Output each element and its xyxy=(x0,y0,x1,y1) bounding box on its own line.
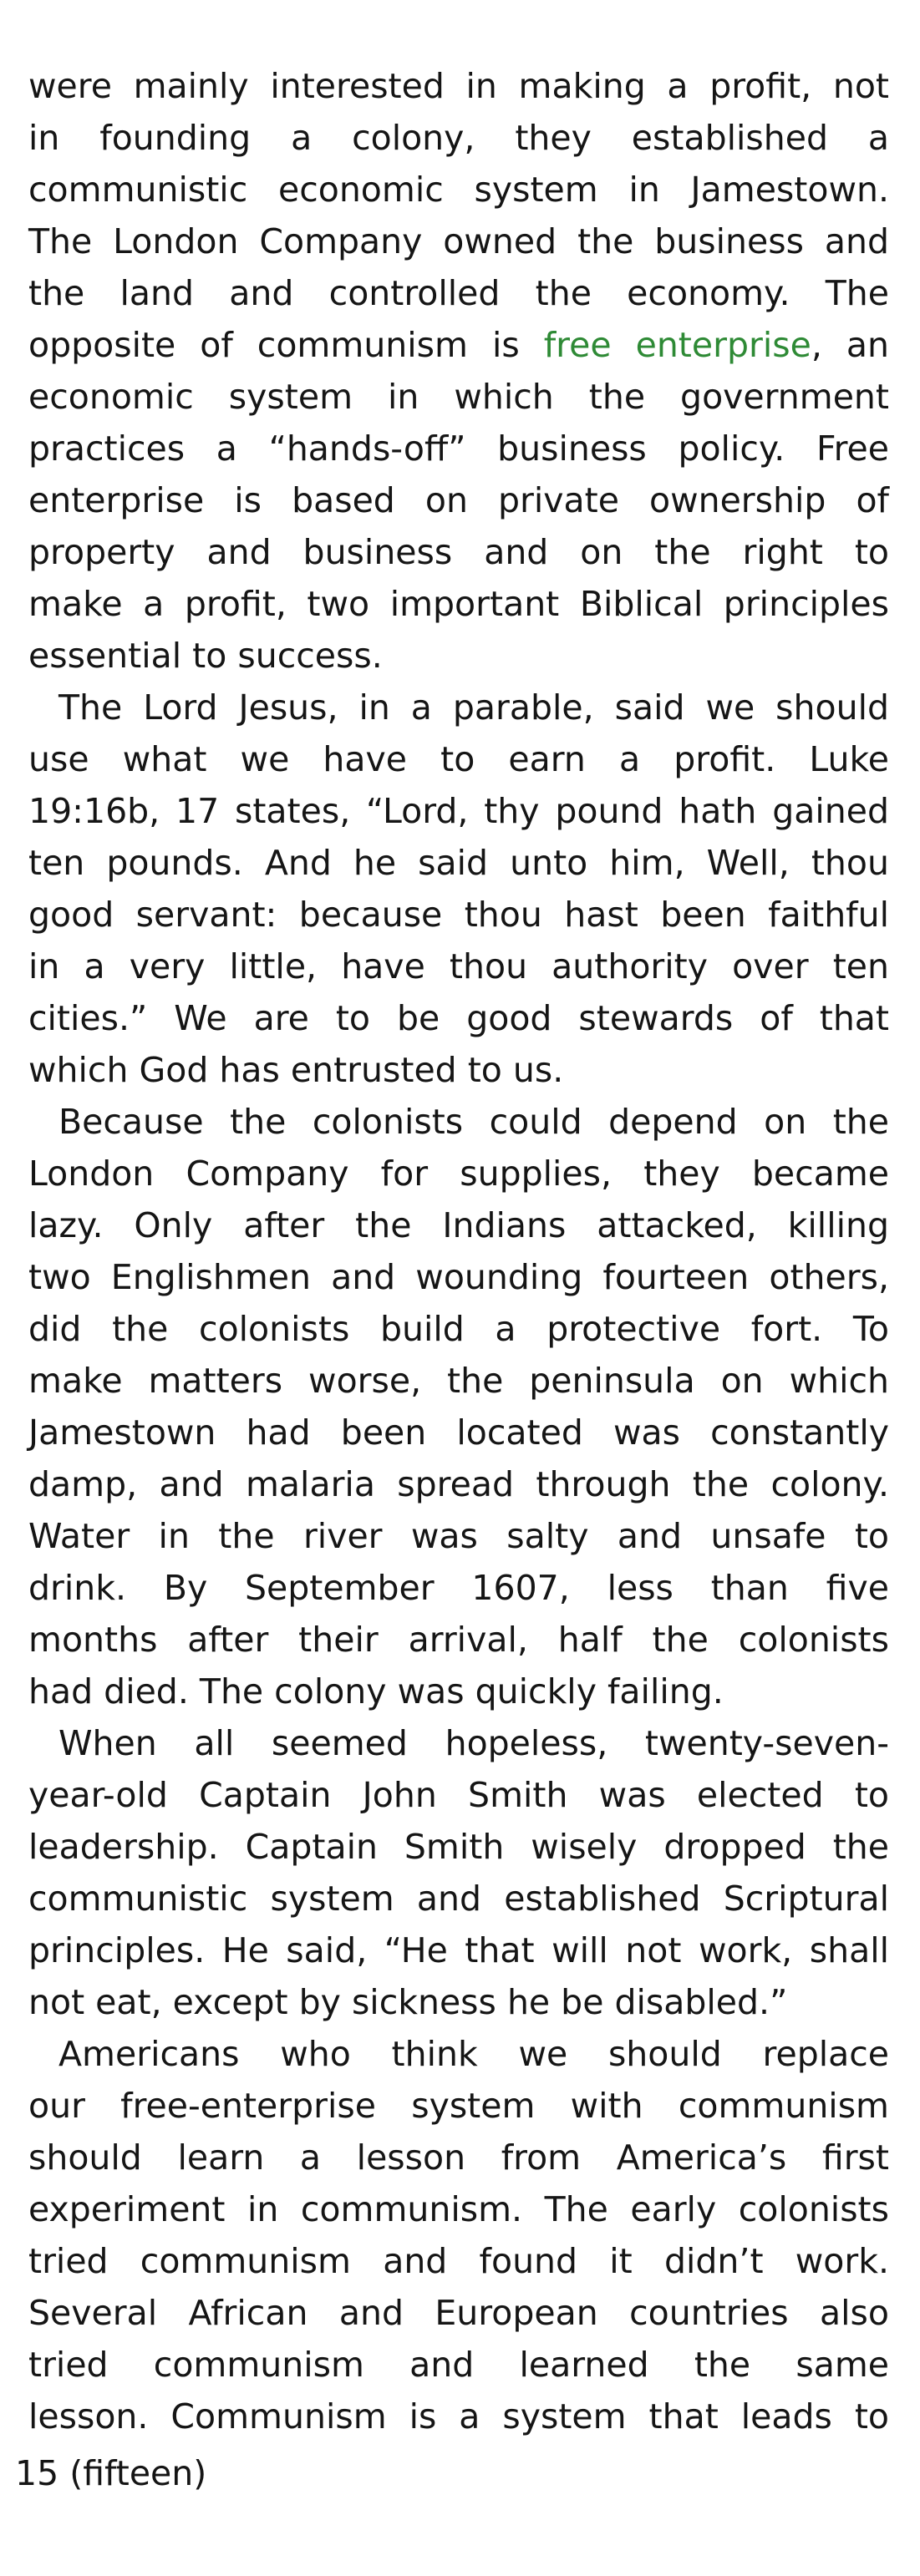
text-line: use what we have to earn a profit. Luke xyxy=(28,739,889,779)
text-line: year-old Captain John Smith was elected to xyxy=(28,1775,889,1815)
text-line: experiment in communism. The early colonists xyxy=(28,2189,889,2229)
key-term: free enterprise xyxy=(543,325,811,365)
text-line: communistic economic system in Jamestown. xyxy=(28,170,889,210)
text-line: in founding a colony, they established a xyxy=(28,118,889,158)
text-line: The Lord Jesus, in a parable, said we should xyxy=(58,687,889,728)
text-line: in a very little, have thou authority over ten xyxy=(28,946,889,986)
text-line: should learn a lesson from America’s first xyxy=(28,2137,889,2178)
text-line: ten pounds. And he said unto him, Well, thou xyxy=(28,843,889,883)
text-line: the land and controlled the economy. The xyxy=(28,273,889,313)
paragraph-communism xyxy=(28,60,889,682)
text-line: essential to success. xyxy=(28,636,383,676)
text-line: Several African and European countries also xyxy=(28,2293,889,2333)
paragraph-parable xyxy=(28,682,889,1096)
text-line: 19:16b, 17 states, “Lord, thy pound hath gained xyxy=(28,791,889,831)
page-number: 15 (fifteen) xyxy=(15,2453,207,2493)
text-line: drink. By September 1607, less than five xyxy=(28,1568,889,1608)
text-line: our free-enterprise system with communism xyxy=(28,2086,889,2126)
text-line: months after their arrival, half the colonists xyxy=(28,1620,889,1660)
text-line: did the colonists build a protective fort. To xyxy=(28,1309,889,1349)
body-text-column xyxy=(28,60,889,2442)
text-line: make a profit, two important Biblical principles xyxy=(28,584,889,624)
text-line: The London Company owned the business and xyxy=(28,221,889,261)
text-line: Americans who think we should replace xyxy=(58,2034,889,2074)
text-line: When all seemed hopeless, twenty-seven- xyxy=(58,1723,889,1763)
text-line: principles. He said, “He that will not work, shall xyxy=(28,1930,889,1970)
text-line: practices a “hands-off” business policy. Free xyxy=(28,428,889,469)
text-line: two Englishmen and wounding fourteen others, xyxy=(28,1257,889,1297)
text-line: Water in the river was salty and unsafe to xyxy=(28,1516,889,1556)
text-line: damp, and malaria spread through the colony. xyxy=(28,1464,889,1504)
text-line: economic system in which the government xyxy=(28,377,889,417)
text-line: cities.” We are to be good stewards of that xyxy=(28,998,889,1038)
text-line: Because the colonists could depend on the xyxy=(58,1102,889,1142)
paragraph-colony-failing xyxy=(28,1096,889,1717)
text-line xyxy=(28,319,889,371)
text-line: lesson. Communism is a system that leads to xyxy=(28,2396,889,2437)
text-line: Jamestown had been located was constantly xyxy=(28,1412,889,1453)
text-segment: opposite of communism is xyxy=(28,325,544,365)
text-line: make matters worse, the peninsula on which xyxy=(28,1361,889,1401)
text-line: good servant: because thou hast been faithful xyxy=(28,895,889,935)
text-line: tried communism and learned the same xyxy=(28,2345,889,2385)
text-line: not eat, except by sickness he be disabled.” xyxy=(28,1982,788,2022)
text-line: had died. The colony was quickly failing. xyxy=(28,1671,724,1711)
text-line: were mainly interested in making a profit, not xyxy=(28,66,889,106)
text-line: property and business and on the right to xyxy=(28,532,889,572)
text-line: London Company for supplies, they became xyxy=(28,1154,889,1194)
text-line: lazy. Only after the Indians attacked, killing xyxy=(28,1205,889,1245)
text-line: which God has entrusted to us. xyxy=(28,1050,564,1090)
text-line: communistic system and established Scriptural xyxy=(28,1879,889,1919)
paragraph-john-smith xyxy=(28,1717,889,2028)
text-line: tried communism and found it didn’t work. xyxy=(28,2241,889,2281)
text-segment: , an xyxy=(811,325,889,365)
paragraph-lesson xyxy=(28,2028,889,2442)
text-line: enterprise is based on private ownership of xyxy=(28,480,889,520)
text-line: leadership. Captain Smith wisely dropped the xyxy=(28,1827,889,1867)
